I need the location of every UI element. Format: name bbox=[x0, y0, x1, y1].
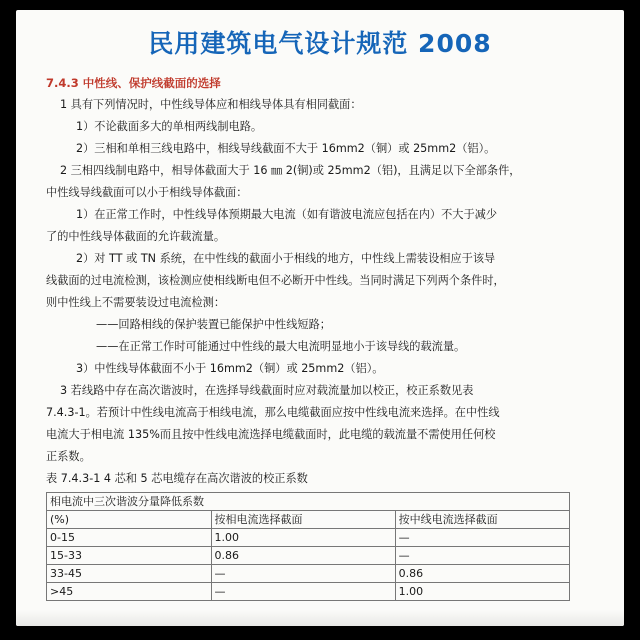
table-cell-by-phase: 0.86 bbox=[211, 547, 395, 565]
clause1-item2: 2）三相和单相三线电路中，相线导线截面不大于 16mm2（铜）或 25mm2（铝）。 bbox=[76, 142, 496, 155]
table-cell-range: 33-45 bbox=[47, 565, 212, 583]
clause2-sub1: ——回路相线的保护装置已能保护中性线短路； bbox=[96, 318, 331, 331]
table-cell-by-neutral: 0.86 bbox=[395, 565, 569, 583]
page-title: 民用建筑电气设计规范 2008 bbox=[148, 29, 492, 58]
table-cell-range: 15-33 bbox=[47, 547, 212, 565]
clause2-item2-line3: 则中性线上不需要装设过电流检测： bbox=[46, 296, 226, 309]
clause2-item1-line2: 了的中性线导体截面的允许载流量。 bbox=[46, 230, 226, 243]
correction-factor-table bbox=[46, 492, 570, 601]
table-caption: 表 7.4.3-1 4 芯和 5 芯电缆存在高次谐波的校正系数 bbox=[46, 472, 308, 485]
table-cell-by-neutral: 1.00 bbox=[395, 583, 569, 601]
table-header-by-phase: 按相电流选择截面 bbox=[211, 511, 395, 529]
table-row bbox=[47, 547, 570, 565]
clause2-item2-line1: 2）对 TT 或 TN 系统，在中性线的截面小于相线的地方，中性线上需装设相应于该导 bbox=[76, 252, 496, 265]
document-slide bbox=[16, 10, 624, 626]
clause3-line3: 电流大于相电流 135%而且按中性线电流选择电缆截面时，此电缆的载流量不需使用任何校 bbox=[46, 428, 496, 441]
slide-bottom-edge bbox=[16, 610, 624, 626]
table-cell-by-phase: — bbox=[211, 583, 395, 601]
table-header-unit: (%) bbox=[47, 511, 212, 529]
table-cell-by-phase: — bbox=[211, 565, 395, 583]
clause2-item2-line2: 线截面的过电流检测，该检测应使相线断电但不必断开中性线。当同时满足下列两个条件时， bbox=[46, 274, 505, 287]
clause3-line4: 正系数。 bbox=[46, 450, 91, 463]
table-header-row bbox=[47, 493, 570, 511]
table-header-by-neutral: 按中线电流选择截面 bbox=[395, 511, 569, 529]
table-header-row bbox=[47, 511, 570, 529]
clause2-item1-line1: 1）在正常工作时，中性线导体预期最大电流（如有谐波电流应包括在内）不大于减少 bbox=[76, 208, 498, 221]
table-row bbox=[47, 565, 570, 583]
clause2-intro-line1: 2 三相四线制电路中，相导体截面大于 16 ㎜ 2(铜)或 25mm2（铝)，且满足以下全部条件， bbox=[60, 164, 521, 177]
table-cell-range: >45 bbox=[47, 583, 212, 601]
clause1-item1: 1）不论截面多大的单相两线制电路。 bbox=[76, 120, 263, 133]
document-body bbox=[46, 72, 606, 601]
table-row bbox=[47, 529, 570, 547]
table-row bbox=[47, 583, 570, 601]
table-cell-by-neutral: — bbox=[395, 529, 569, 547]
clause2-sub2: ——在正常工作时可能通过中性线的最大电流明显地小于该导线的载流量。 bbox=[96, 340, 466, 353]
table-cell-by-phase: 1.00 bbox=[211, 529, 395, 547]
clause3-line1: 3 若线路中存在高次谐波时，在选择导线截面时应对载流量加以校正，校正系数见表 bbox=[60, 384, 474, 397]
clause2-intro-line2: 中性线导线截面可以小于相线导体截面： bbox=[46, 186, 248, 199]
table-cell-range: 0-15 bbox=[47, 529, 212, 547]
clause3-line2: 7.4.3-1。若预计中性线电流高于相线电流，那么电缆截面应按中性线电流来选择。在中性线 bbox=[46, 406, 500, 419]
section-heading: 7.4.3 中性线、保护线截面的选择 bbox=[46, 76, 221, 90]
table-header-top: 相电流中三次谐波分量降低系数 bbox=[47, 493, 570, 511]
clause1-intro: 1 具有下列情况时，中性线导体应和相线导体具有相同截面： bbox=[60, 98, 362, 111]
table-cell-by-neutral: — bbox=[395, 547, 569, 565]
clause2-item3: 3）中性线导体截面不小于 16mm2（铜）或 25mm2（铝）。 bbox=[76, 362, 384, 375]
